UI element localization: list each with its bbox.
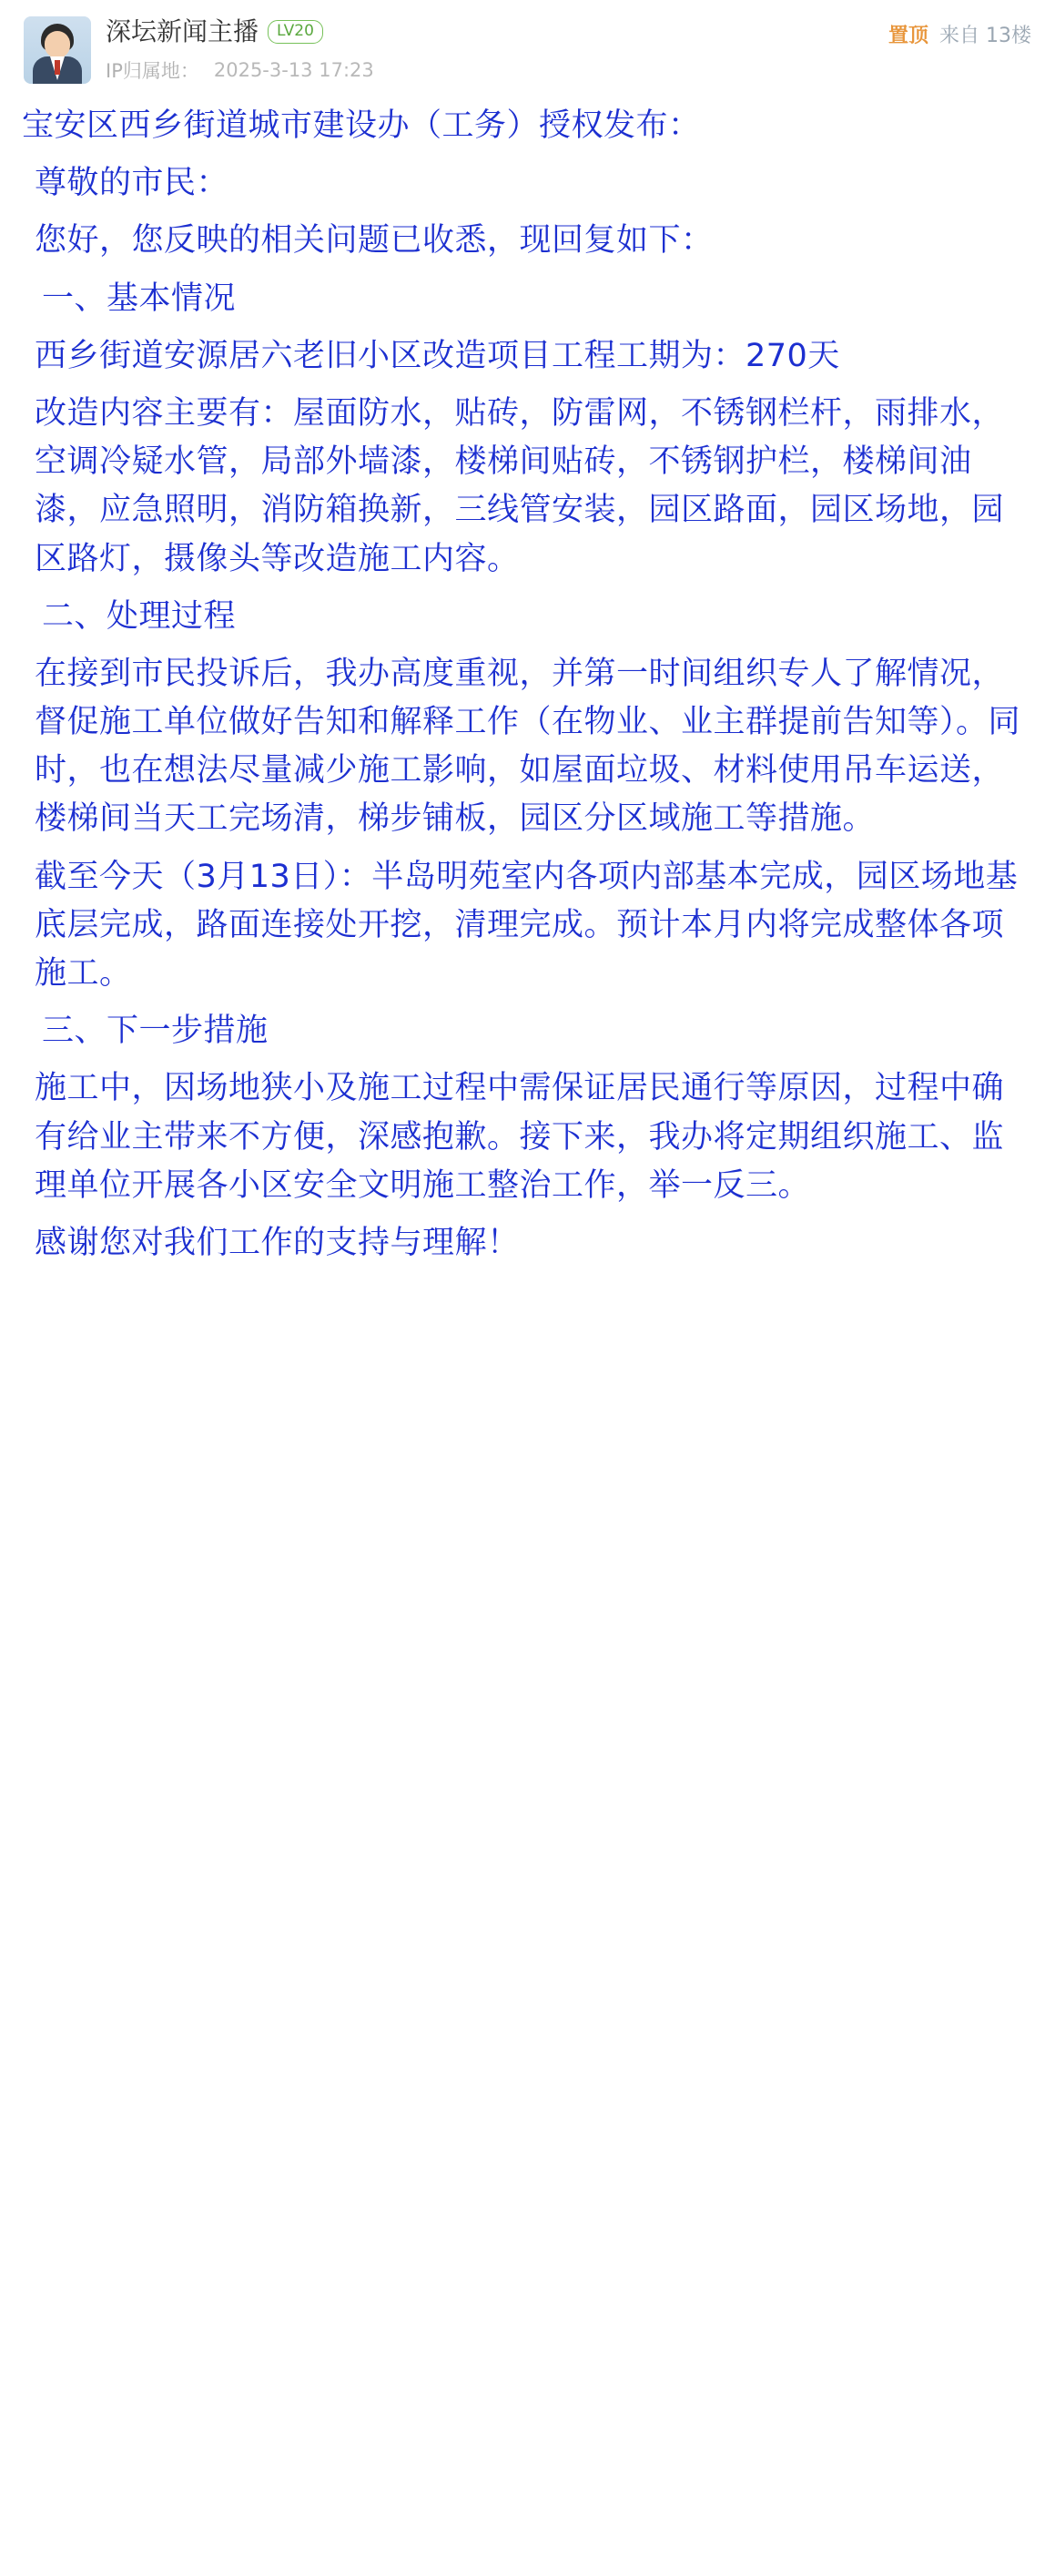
avatar[interactable] <box>24 16 91 84</box>
pinned-badge: 置顶 <box>888 25 928 47</box>
author-name[interactable]: 深坛新闻主播 <box>106 16 259 46</box>
level-badge: LV20 <box>268 20 323 43</box>
paragraph-2: 您好，您反映的相关问题已收悉，现回复如下： <box>35 222 714 260</box>
avatar-tie <box>55 60 60 75</box>
paragraph-11: 感谢您对我们工作的支持与理解！ <box>35 1224 520 1261</box>
paragraph-1: 尊敬的市民： <box>35 165 229 202</box>
paragraph-0: 宝安区西乡街道城市建设办（工务）授权发布： <box>22 107 701 144</box>
post-tags <box>888 16 1031 48</box>
paragraph-10: 施工中，因场地狭小及施工过程中需保证居民通行等原因，过程中确有给业主带来不方便，深感抱歉。接下来，我办将定期组织施工、监理单位开展各小区安全文明施工整治工作，举一反三。 <box>35 1070 1005 1204</box>
source-floor-label: 来自 13楼 <box>939 25 1031 47</box>
author-info <box>106 16 888 84</box>
paragraph-8: 截至今天（3月13日）：半岛明苑室内各项内部基本完成，园区场地基底层完成，路面连接处开挖，清理完成。预计本月内将完成整体各项施工。 <box>35 858 1019 992</box>
paragraph-7: 在接到市民投诉后，我办高度重视，并第一时间组织专人了解情况，督促施工单位做好告知和解释工作（在物业、业主群提前告知等）。同时，也在想法尽量减少施工影响，如屋面垃圾、材料使用吊车运送，楼梯间当天工完场清，梯步铺板，园区分区域施工等措施。 <box>35 655 1021 838</box>
paragraph-4: 西乡街道安源居六老旧小区改造项目工程工期为：270天 <box>35 337 840 374</box>
section-heading-3: 三、下一步措施 <box>42 1013 269 1050</box>
post-meta <box>106 56 888 84</box>
post-header <box>0 0 1055 93</box>
post-content <box>0 93 1055 1304</box>
paragraph-5: 改造内容主要有：屋面防水，贴砖，防雷网，不锈钢栏杆，雨排水，空调冷疑水管，局部外墙漆，楼梯间贴砖，不锈钢护栏，楼梯间油漆，应急照明，消防箱换新，三线管安装，园区路面，园区场地，园区路灯，摄像头等改造施工内容。 <box>35 394 1005 577</box>
author-name-row <box>106 16 888 47</box>
section-heading-2: 二、处理过程 <box>42 597 237 635</box>
post-timestamp: 2025-3-13 17:23 <box>213 59 374 81</box>
section-heading-1: 一、基本情况 <box>42 280 237 317</box>
avatar-face <box>45 31 70 58</box>
ip-location-label: IP归属地： <box>106 60 199 82</box>
